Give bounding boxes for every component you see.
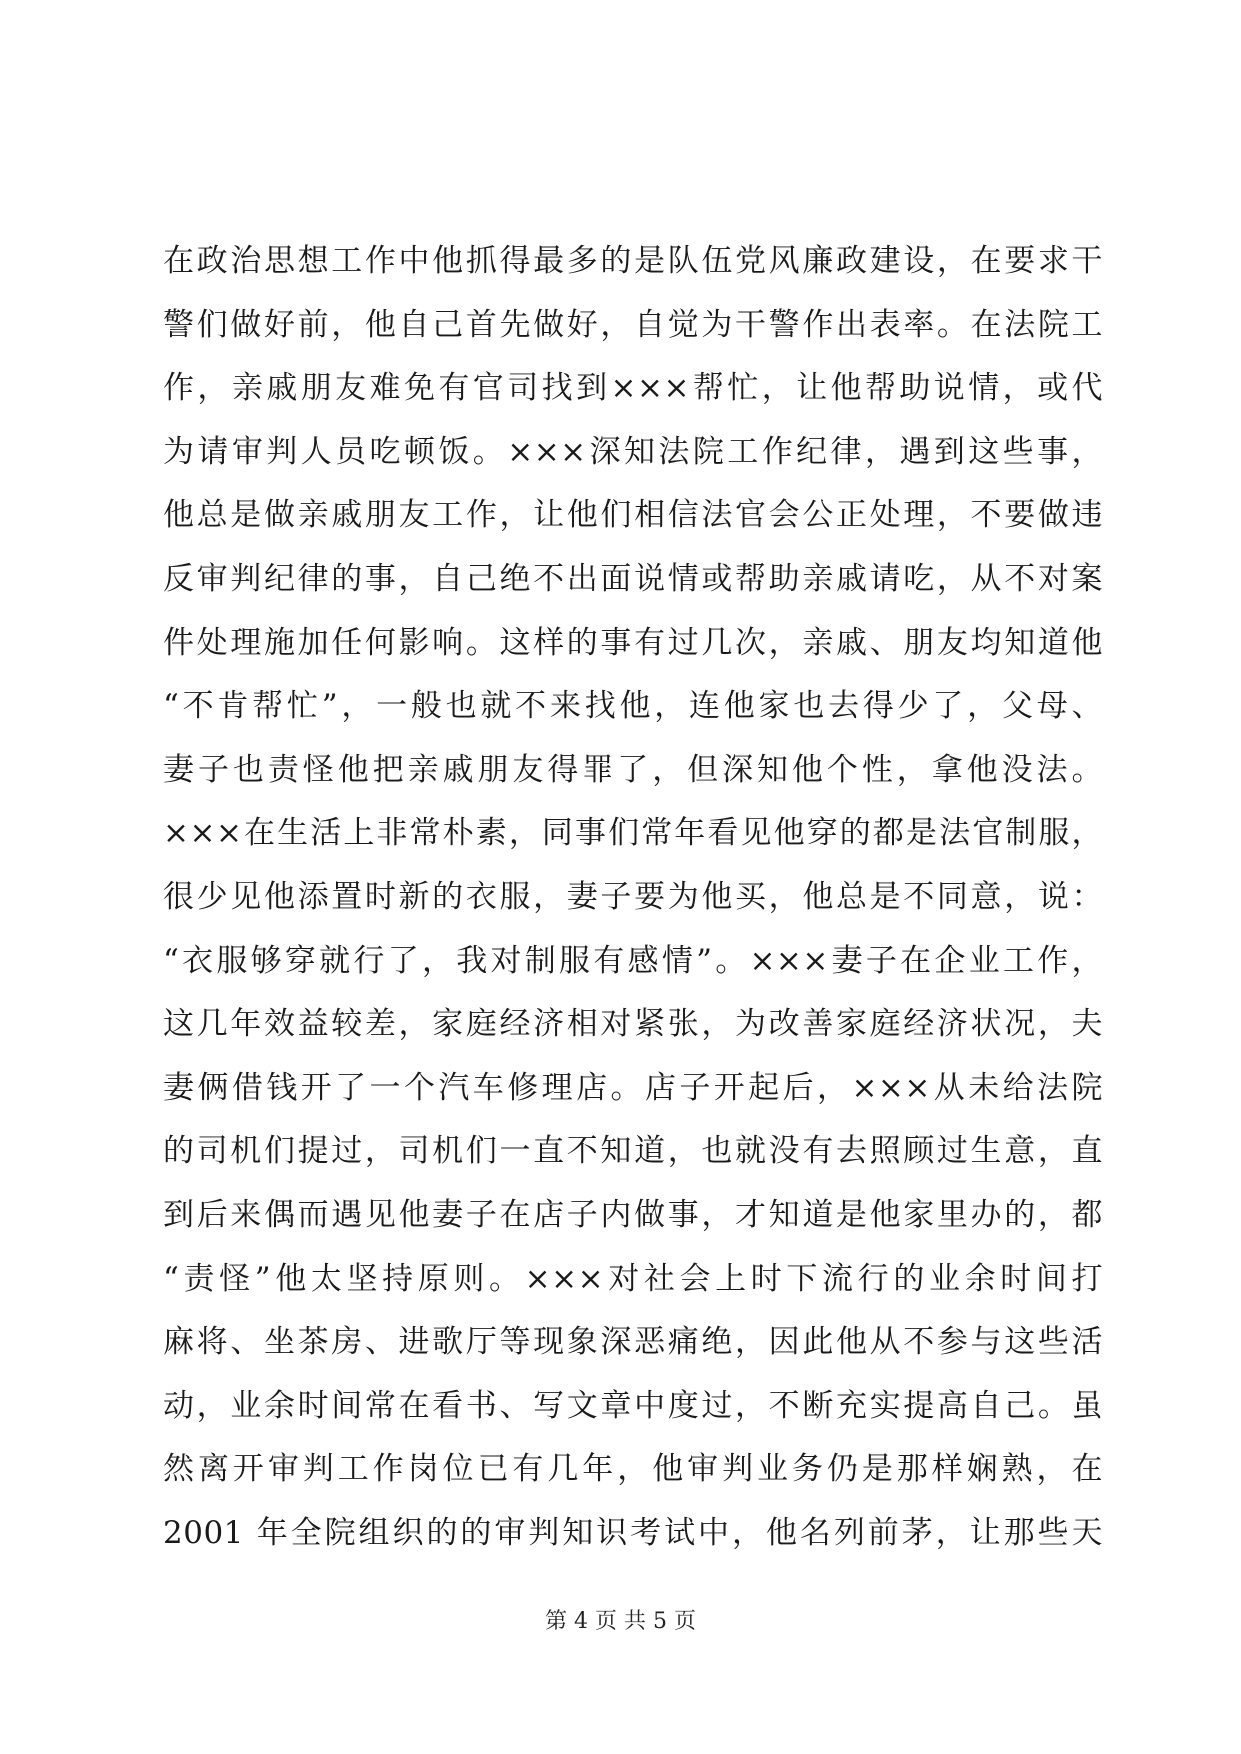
- text-line: ×××在生活上非常朴素，同事们常年看见他穿的都是法官制服，: [163, 815, 1103, 852]
- text-line: 妻子也责怪他把亲戚朋友得罪了，但深知他个性，拿他没法。: [163, 751, 1103, 788]
- text-line: 反审判纪律的事，自己绝不出面说情或帮助亲戚请吃，从不对案: [163, 560, 1103, 597]
- text-line: 2001 年全院组织的的审判知识考试中，他名列前茅，让那些天: [163, 1514, 1103, 1551]
- text-line: 然离开审判工作岗位已有几年，他审判业务仍是那样娴熟，在: [163, 1451, 1103, 1488]
- text-line: “责怪”他太坚持原则。×××对社会上时下流行的业余时间打: [163, 1260, 1103, 1297]
- text-line: 件处理施加任何影响。这样的事有过几次，亲戚、朋友均知道他: [163, 624, 1103, 661]
- text-line: 作，亲戚朋友难免有官司找到×××帮忙，让他帮助说情，或代: [163, 370, 1103, 407]
- text-line: 麻将、坐茶房、进歌厅等现象深恶痛绝，因此他从不参与这些活: [163, 1324, 1103, 1361]
- text-line: “不肯帮忙”，一般也就不来找他，连他家也去得少了，父母、: [163, 688, 1103, 725]
- text-line: 动，业余时间常在看书、写文章中度过，不断充实提高自己。虽: [163, 1387, 1103, 1424]
- text-line: 警们做好前，他自己首先做好，自觉为干警作出表率。在法院工: [163, 306, 1103, 343]
- text-line: 为请审判人员吃顿饭。×××深知法院工作纪律，遇到这些事，: [163, 433, 1103, 470]
- text-line: 他总是做亲戚朋友工作，让他们相信法官会公正处理，不要做违: [163, 497, 1103, 534]
- text-line: 妻俩借钱开了一个汽车修理店。店子开起后，×××从未给法院: [163, 1069, 1103, 1106]
- text-line: 在政治思想工作中他抓得最多的是队伍党风廉政建设，在要求干: [163, 243, 1103, 279]
- text-line: 很少见他添置时新的衣服，妻子要为他买，他总是不同意，说：: [163, 878, 1103, 915]
- text-line: 的司机们提过，司机们一直不知道，也就没有去照顾过生意，直: [163, 1133, 1103, 1170]
- body-text: [163, 230, 1103, 1565]
- page-number-footer: 第 4 页 共 5 页: [545, 1609, 696, 1634]
- text-line: 这几年效益较差，家庭经济相对紧张，为改善家庭经济状况，夫: [163, 1006, 1103, 1043]
- text-line: 到后来偶而遇见他妻子在店子内做事，才知道是他家里办的，都: [163, 1196, 1103, 1233]
- text-line: “衣服够穿就行了，我对制服有感情”。×××妻子在企业工作，: [163, 942, 1103, 979]
